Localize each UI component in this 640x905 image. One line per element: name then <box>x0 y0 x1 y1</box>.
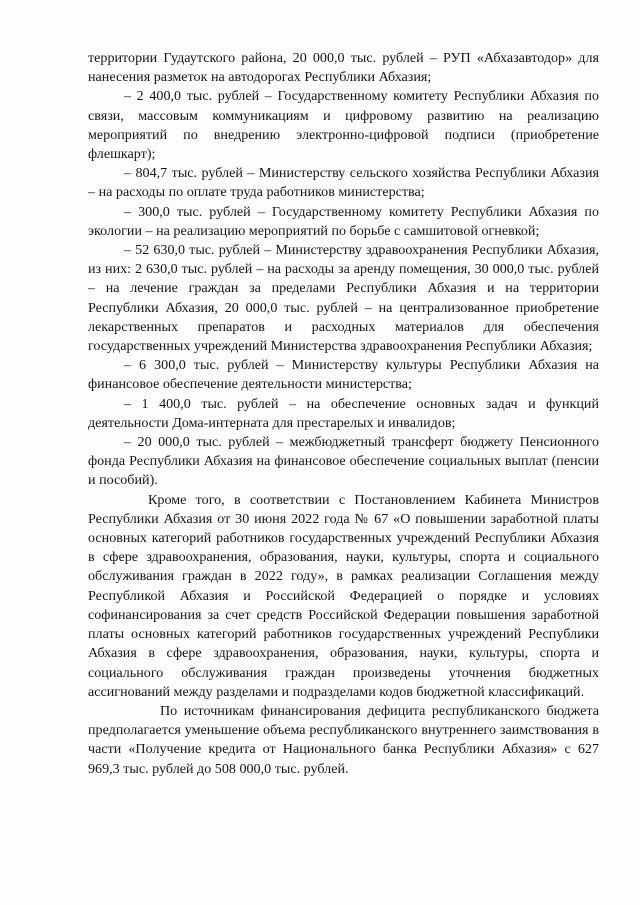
paragraph-communications-committee: – 2 400,0 тыс. рублей – Государственному комитету Республики Абхазия по связи, массовым коммуникациям и цифровому развитию на реализацию мероприятий по внедрению электронно-цифровой подписи (приобретение флешкарт); <box>88 88 599 163</box>
paragraph-culture-ministry: – 6 300,0 тыс. рублей – Министерству культуры Республики Абхазия на финансовое обеспечение деятельности министерства; <box>88 357 599 393</box>
paragraph-pension-fund: – 20 000,0 тыс. рублей – межбюджетный трансферт бюджету Пенсионного фонда Республики Абхазия на финансовое обеспечение социальных выплат (пенсии и пособий). <box>88 434 599 489</box>
paragraph-gudauta-continuation: территории Гудаутского района, 20 000,0 тыс. рублей – РУП «Абхазавтодор» для нанесения разметок на автодорогах Республики Абхазия; <box>88 50 599 86</box>
paragraph-salary-increase: Кроме того, в соответствии с Постановлением Кабинета Министров Республики Абхазия от 30 июня 2022 года № 67 «О повышении заработной платы основных категорий работников государственных учреждений Республики Абхазия в сфере здравоохранения, образования, науки, культуры, спорта и социального обслуживания граждан в 2022 году», в рамках реализации Соглашения между Республикой Абхазия и Российской Федерацией о порядке и условиях софинансирования за счет средств Российской Федерации повышения заработной платы основных категорий работников государственных учреждений Республики Абхазия в сфере здравоохранения, образования, науки, культуры, спорта и социального обслуживания граждан произведены уточнения бюджетных ассигнований между разделами и подразделами кодов бюджетной классификаций. <box>88 491 599 700</box>
paragraph-elderly-home: – 1 400,0 тыс. рублей – на обеспечение основных задач и функций деятельности Дома-интерната для престарелых и инвалидов; <box>88 395 599 431</box>
paragraph-ecology-committee: – 300,0 тыс. рублей – Государственному комитету Республики Абхазия по экологии – на реализацию мероприятий по борьбе с самшитовой огневкой; <box>88 203 599 239</box>
document-body <box>88 49 599 779</box>
paragraph-agriculture-ministry: – 804,7 тыс. рублей – Министерству сельского хозяйства Республики Абхазия – на расходы по оплате труда работников министерства; <box>88 165 599 201</box>
paragraph-health-ministry: – 52 630,0 тыс. рублей – Министерству здравоохранения Республики Абхазия, из них: 2 630,0 тыс. рублей – на расходы за аренду помещения, 30 000,0 тыс. рублей – на лечение граждан за пределами Республики Абхазия и на территории Республики Абхазия, 20 000,0 тыс. рублей – на централизованное приобретение лекарственных препаратов и расходных материалов для обеспечения государственных учреждений Министерства здравоохранения Республики Абхазия; <box>88 242 599 355</box>
paragraph-deficit-financing: По источникам финансирования дефицита республиканского бюджета предполагается уменьшение объема республиканского внутреннего заимствования в части «Получение кредита от Национального банка Республики Абхазия» с 627 969,3 тыс. рублей до 508 000,0 тыс. рублей. <box>88 702 599 777</box>
